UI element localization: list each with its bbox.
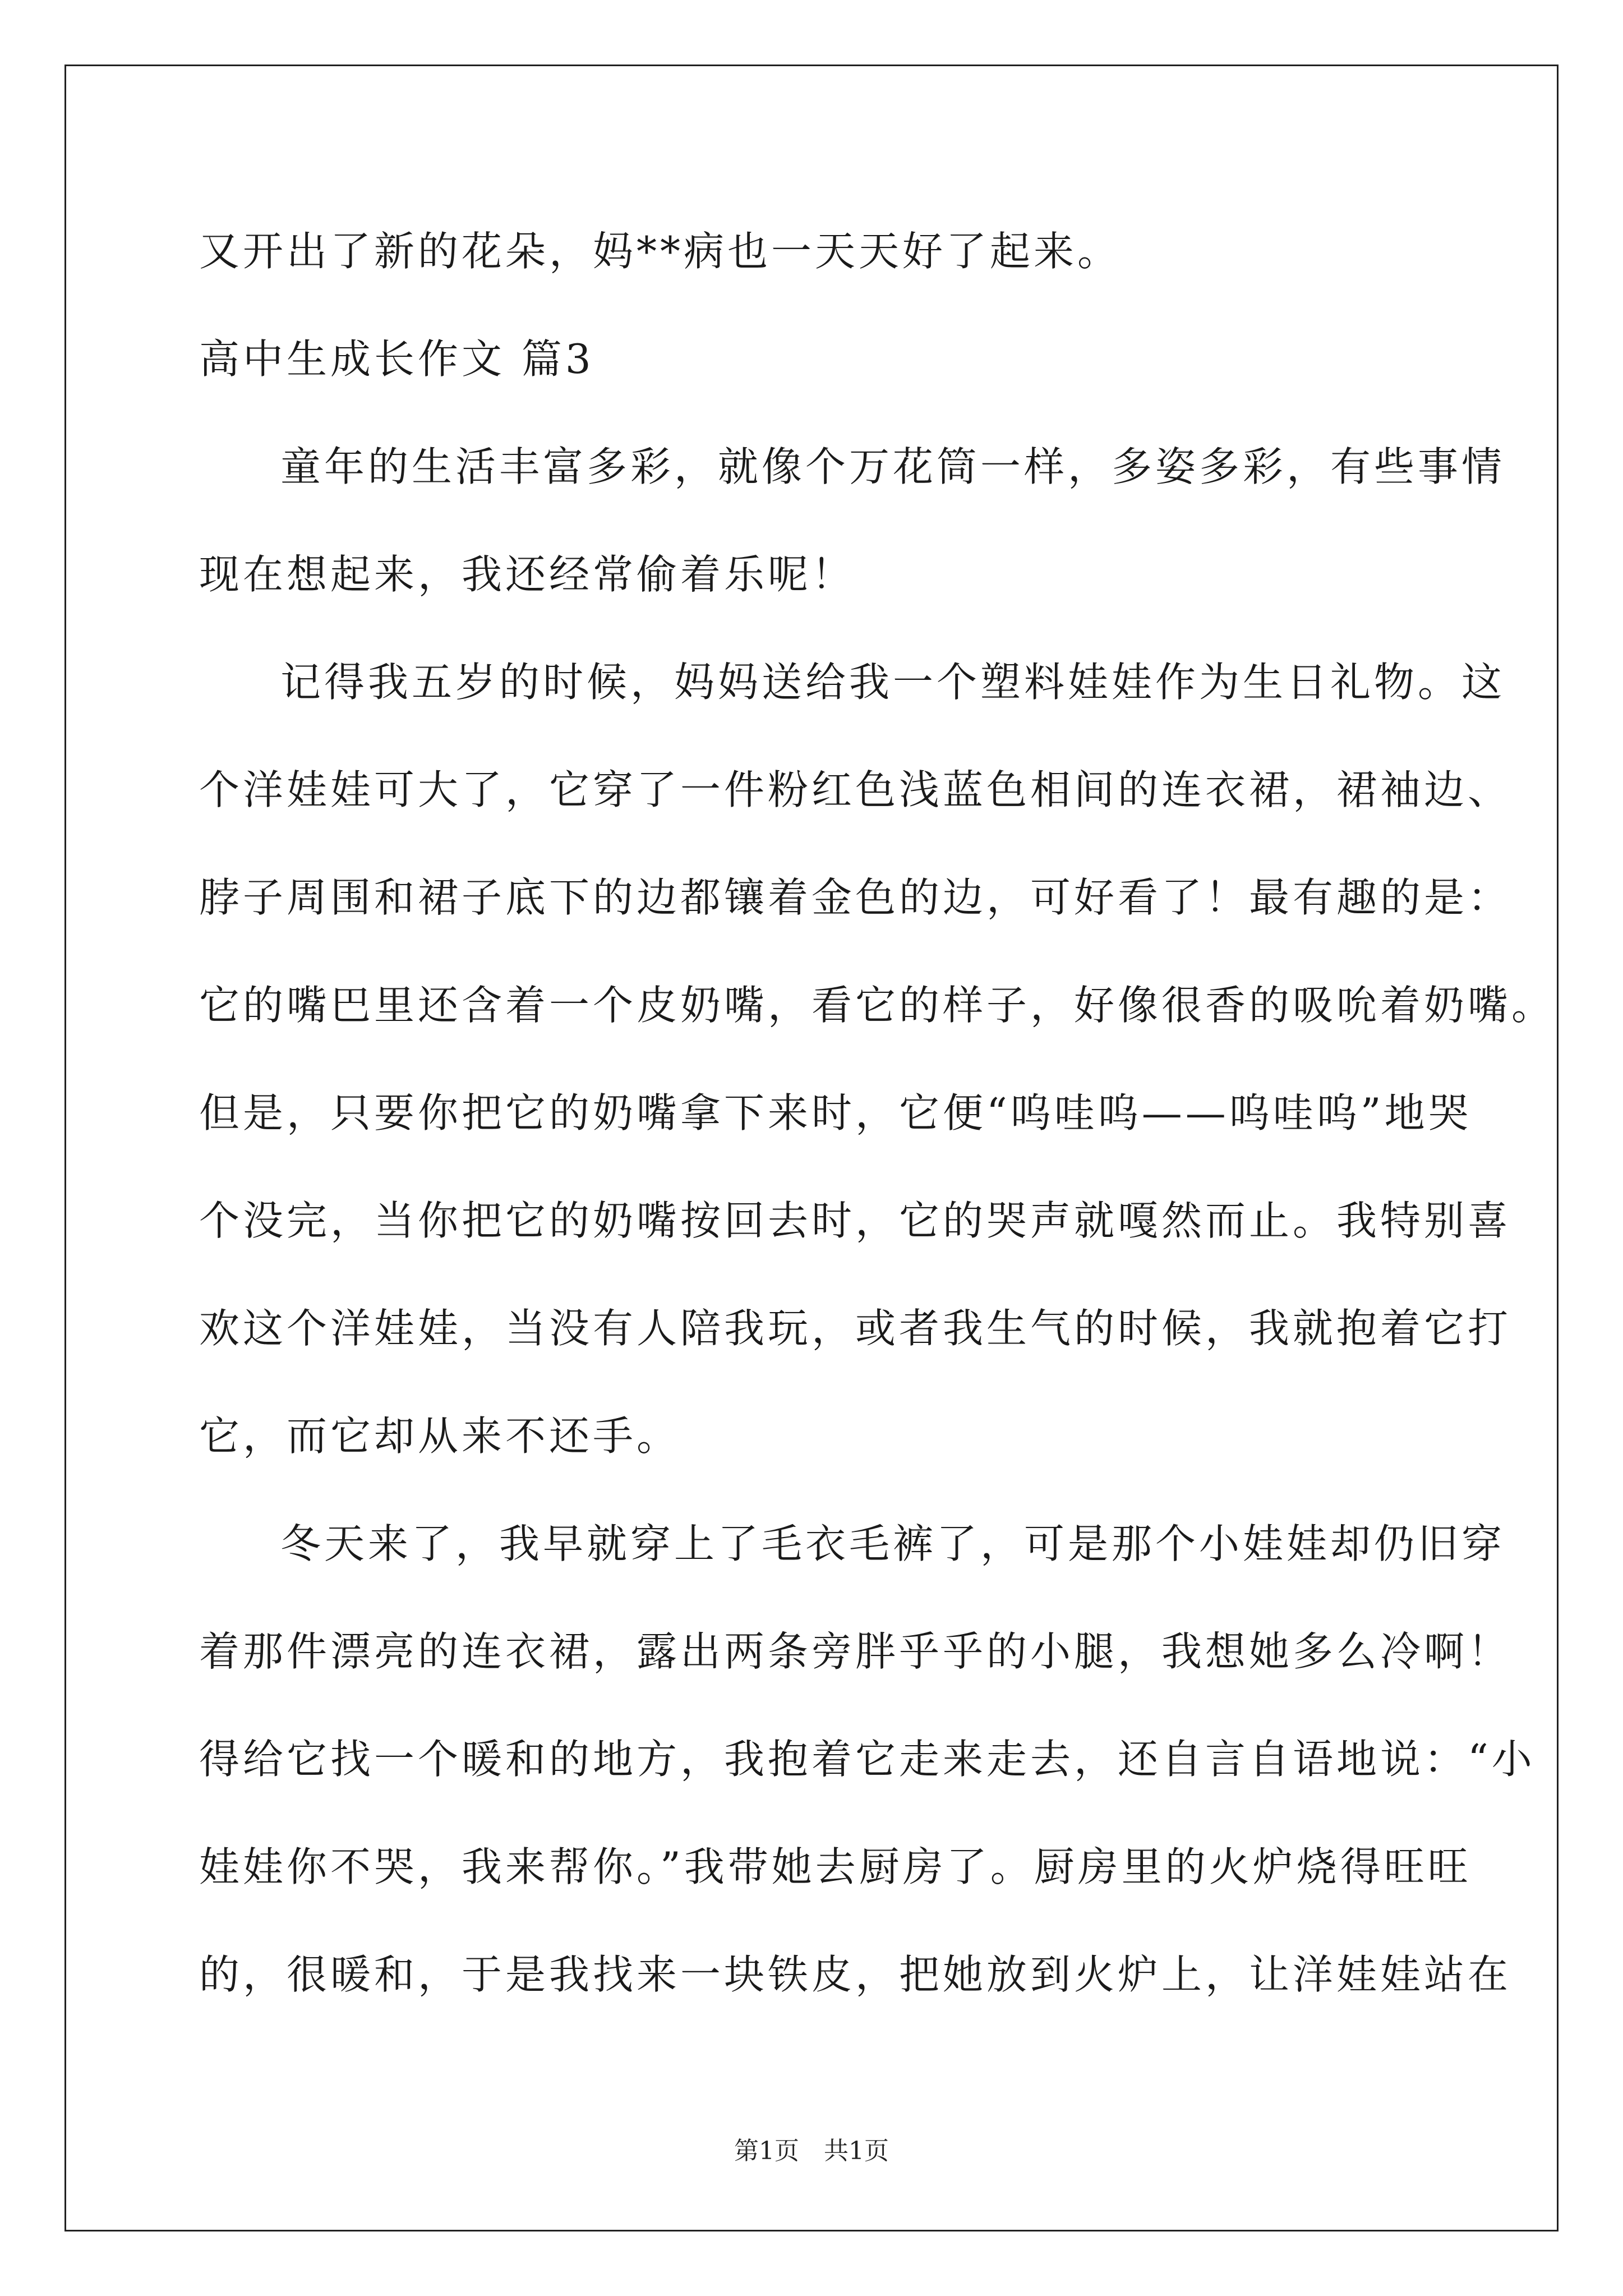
text-line-14: 着那件漂亮的连衣裙，露出两条旁胖乎乎的小腿，我想她多么冷啊！ bbox=[199, 1628, 1512, 1675]
page-footer: 第1页 共1页 bbox=[734, 2137, 889, 2165]
text-line-11: 欢这个洋娃娃，当没有人陪我玩，或者我生气的时候，我就抱着它打 bbox=[199, 1305, 1512, 1352]
text-line-10: 个没完，当你把它的奶嘴按回去时，它的哭声就嘎然而止。我特别喜 bbox=[199, 1197, 1512, 1244]
text-line-8: 它的嘴巴里还含着一个皮奶嘴，看它的样子，好像很香的吸吮着奶嘴。 bbox=[199, 982, 1556, 1029]
text-line-6: 个洋娃娃可大了，它穿了一件粉红色浅蓝色相间的连衣裙，裙袖边、 bbox=[199, 766, 1512, 813]
text-line-7: 脖子周围和裙子底下的边都镶着金色的边，可好看了！最有趣的是： bbox=[199, 874, 1512, 921]
text-line-3: 童年的生活丰富多彩，就像个万花筒一样，多姿多彩，有些事情 bbox=[280, 443, 1506, 490]
text-line-13: 冬天来了，我早就穿上了毛衣毛裤了，可是那个小娃娃却仍旧穿 bbox=[280, 1520, 1506, 1567]
text-line-9: 但是，只要你把它的奶嘴拿下来时，它便“呜哇呜——呜哇呜”地哭 bbox=[199, 1089, 1472, 1137]
text-line-17: 的，很暖和，于是我找来一块铁皮，把她放到火炉上，让洋娃娃站在 bbox=[199, 1951, 1512, 1998]
text-line-5: 记得我五岁的时候，妈妈送给我一个塑料娃娃作为生日礼物。这 bbox=[280, 659, 1506, 706]
text-line-16: 娃娃你不哭，我来帮你。”我带她去厨房了。厨房里的火炉烧得旺旺 bbox=[199, 1843, 1472, 1890]
text-line-1: 又开出了新的花朵，妈**病也一天天好了起来。 bbox=[199, 228, 1122, 275]
page-border bbox=[64, 65, 1559, 2231]
section-heading: 高中生成长作文 篇3 bbox=[199, 335, 594, 383]
text-line-15: 得给它找一个暖和的地方，我抱着它走来走去，还自言自语地说：“小 bbox=[199, 1736, 1536, 1783]
text-line-4: 现在想起来，我还经常偷着乐呢！ bbox=[199, 551, 856, 598]
text-line-12: 它，而它却从来不还手。 bbox=[199, 1412, 681, 1460]
